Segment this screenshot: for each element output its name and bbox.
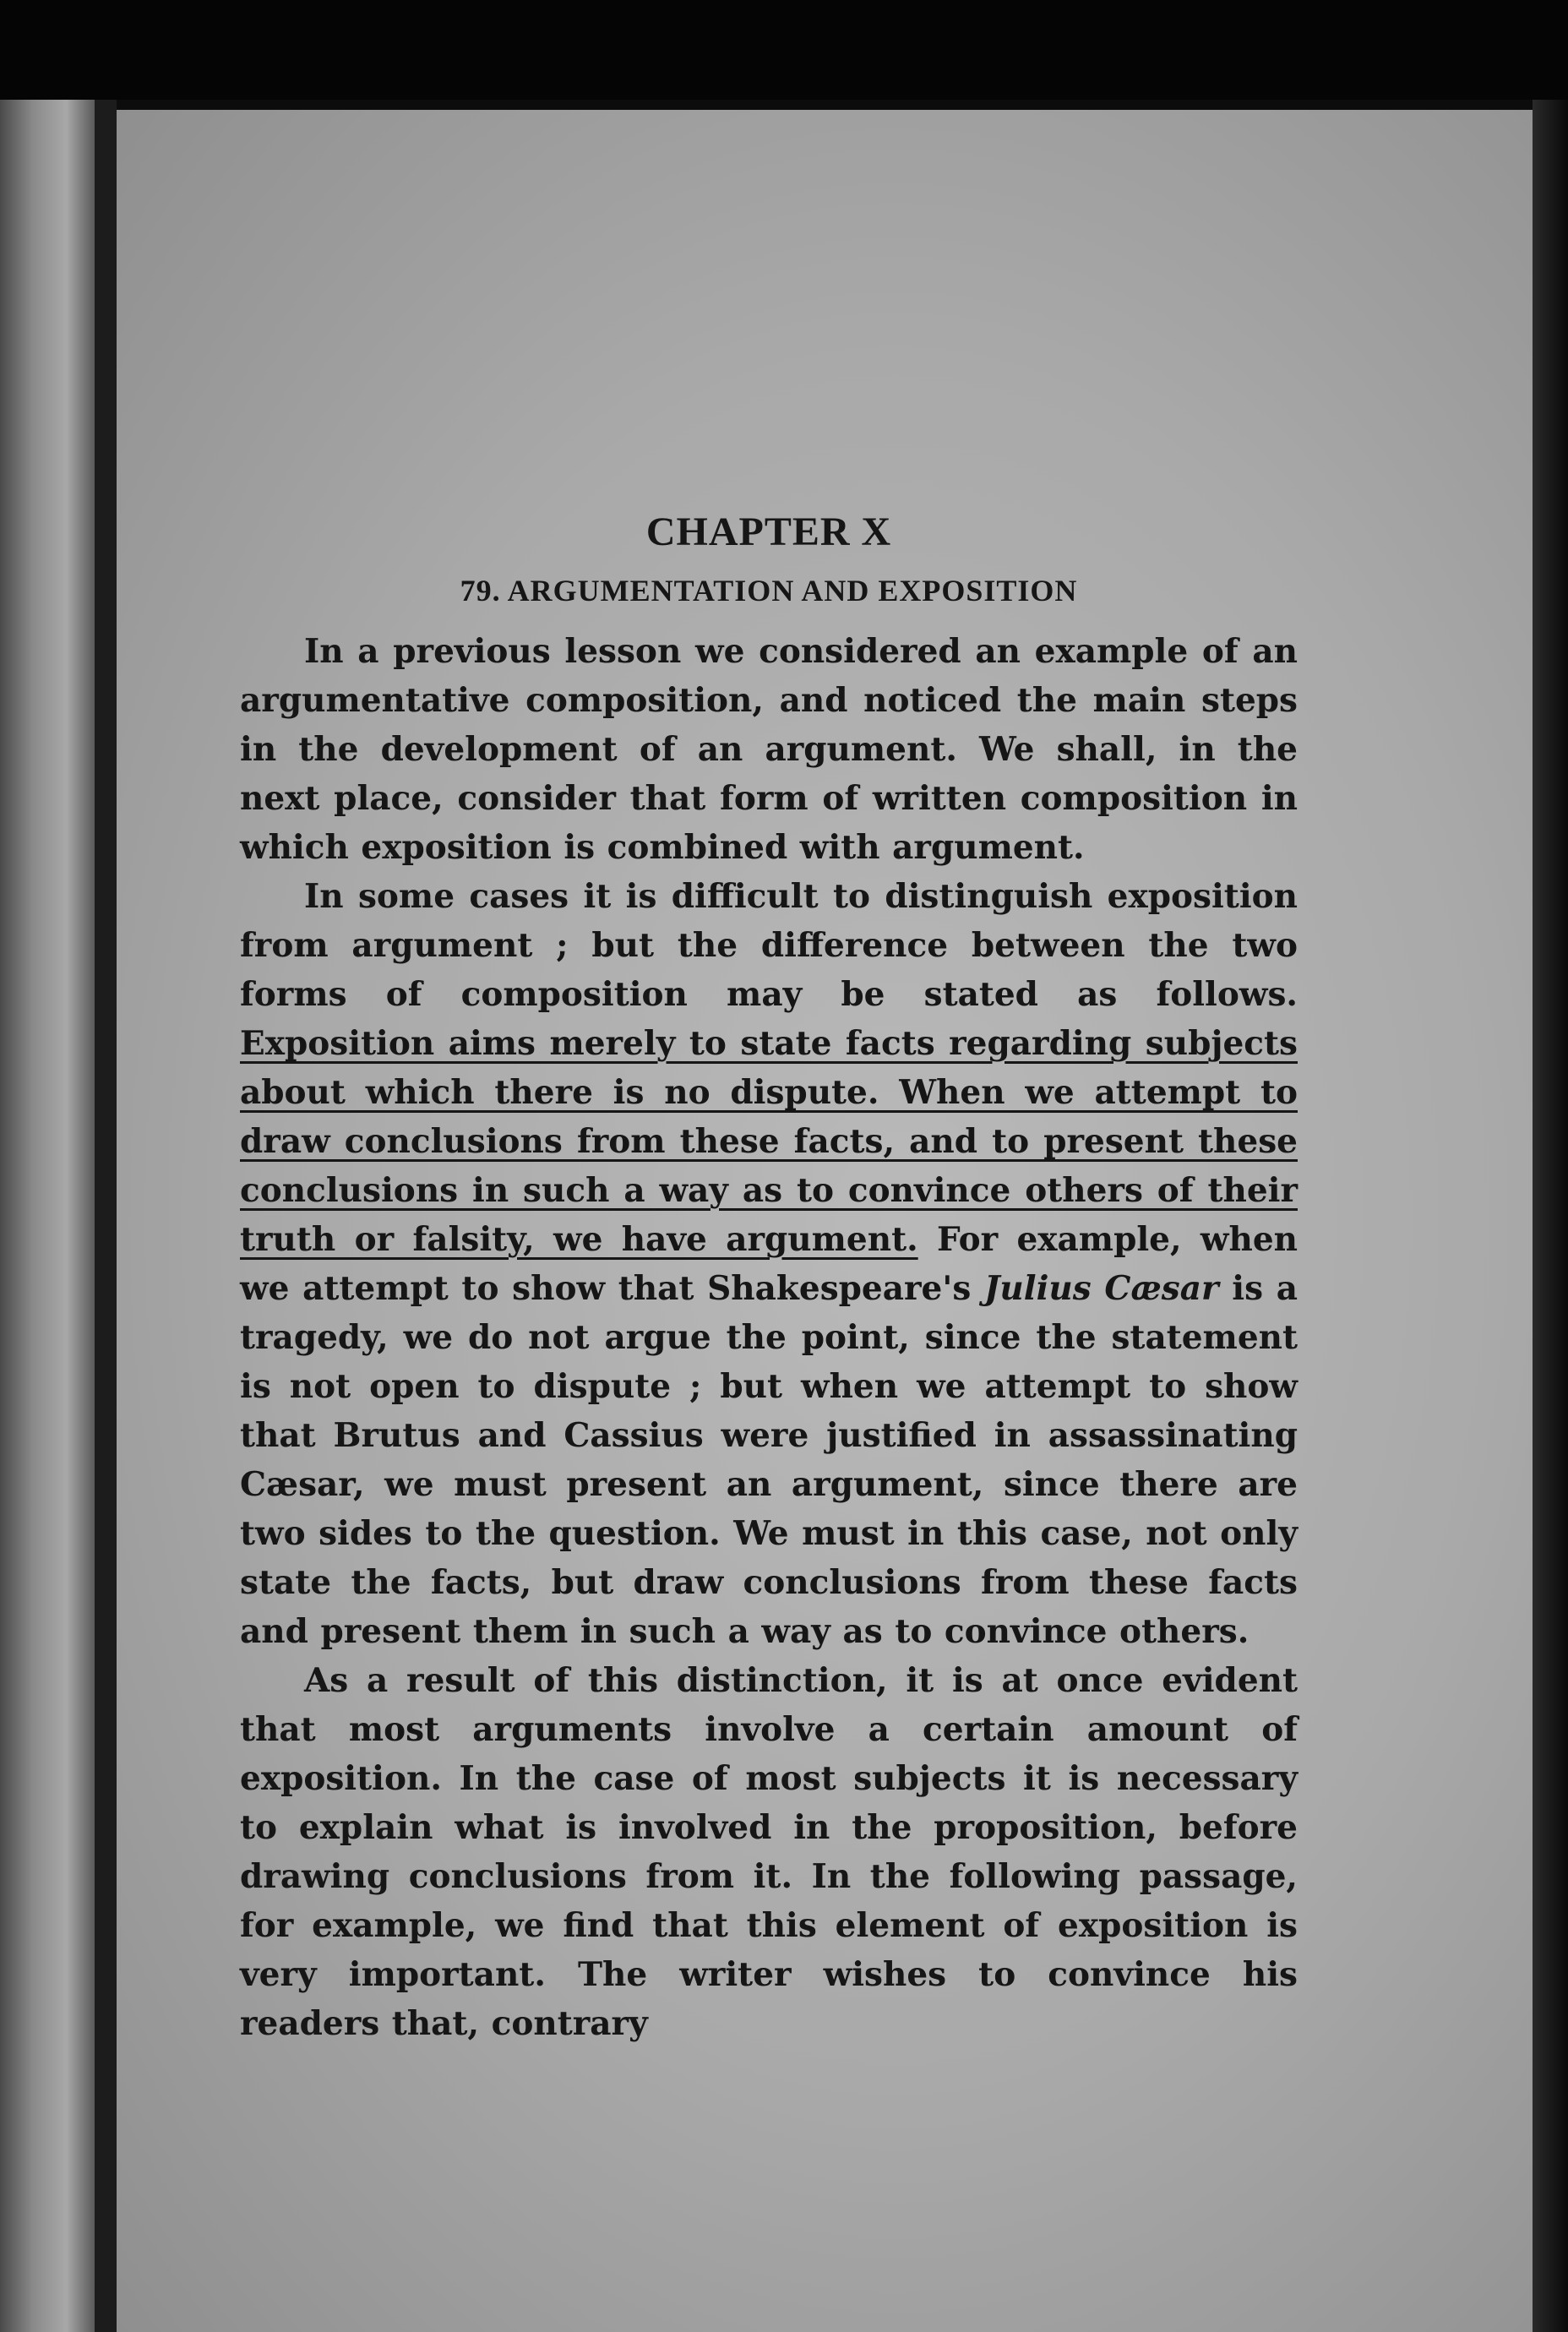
paragraph-3: As a result of this distinction, it is at once evident that most arguments involve a certain amount of exposition. In the case of most subjects it is necessary to explain what is involved in the proposition, before drawing conclusions from it. In the following passage, for example, we find that this element of exposition is very important. The writer wishes to convince his readers that, contrary [240,1661,1298,2043]
paragraph-2-intro: In some cases it is difficult to distinguish exposition from argument ; but the difference between the two forms of composition may be stated as follows. [240,877,1298,1014]
section-heading: 79. ARGUMENTATION AND EXPOSITION [460,574,1078,608]
page-text [240,507,1298,2048]
scan-right-border [1533,100,1568,2332]
book-gutter [95,100,117,2332]
underlined-passage: Exposition aims merely to state facts regarding subjects about which there is no dispute. When we attempt to draw conclusions from these facts, and to present these conclusions in such a way as to convince others of their truth or falsity, we have argument. [240,1024,1298,1259]
chapter-heading: CHAPTER X [645,509,892,554]
paragraph-2 [240,872,1298,1656]
play-title: Julius Cæsar [983,1269,1219,1308]
facing-page-edge [0,100,95,2332]
paragraph-2-example: For example, when we attempt to show that Shakespeare's [240,1220,1298,1308]
scan-top-border [0,0,1568,100]
paragraph-1: In a previous lesson we considered an example of an argumentative composition, and noticed the main steps in the development of an argument. We shall, in the next place, consider that form of written composition in which exposition is combined with argument. [240,632,1298,867]
paragraph-2-rest: is a tragedy, we do not argue the point, since the statement is not open to dispute ; but when we attempt to show that Brutus and Cassius were justified in assassinating Cæsar, we must present an argument, since there are two sides to the question. We must in this case, not only state the facts, but draw conclusions from these facts and present them in such a way as to convince others. [240,1269,1298,1651]
